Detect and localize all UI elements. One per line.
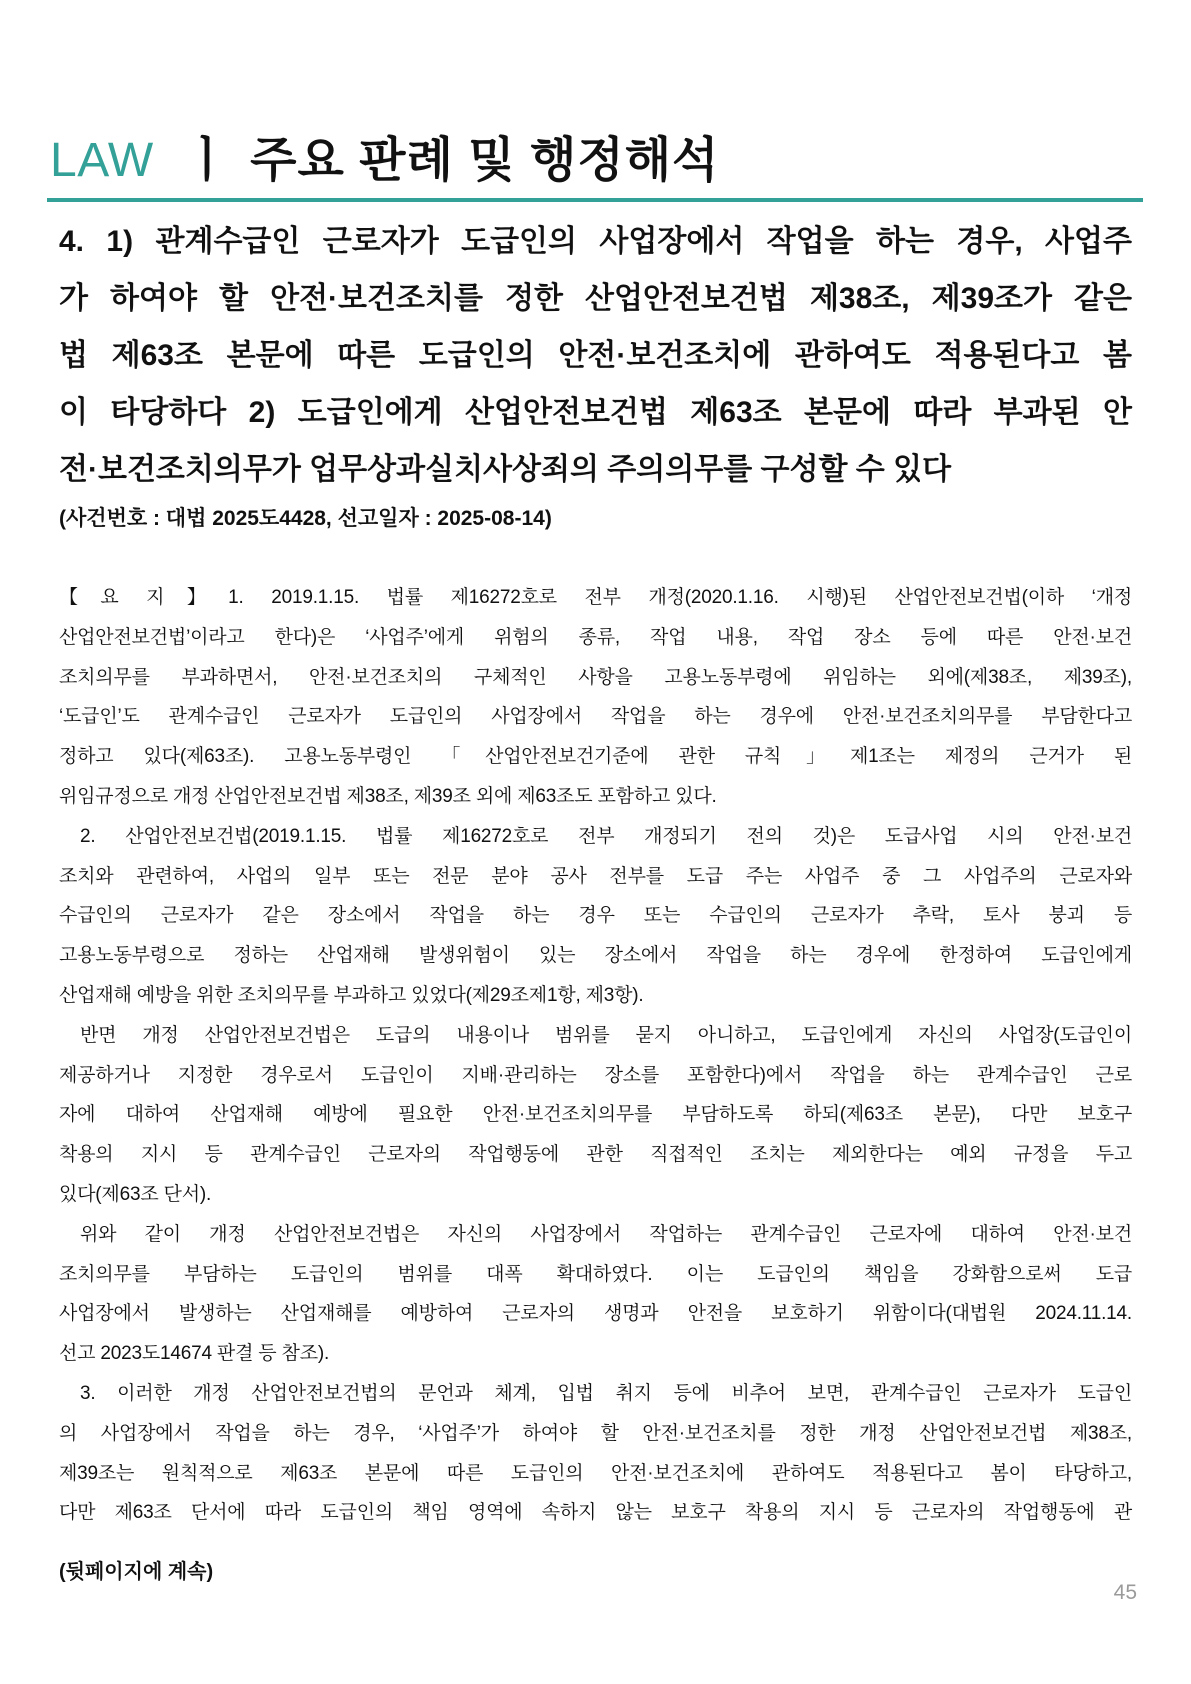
paragraph-line: 위임규정으로 개정 산업안전보건법 제38조, 제39조 외에 제63조도 포함하고 있다. <box>59 785 717 807</box>
paragraph-line: 사업장에서 발생하는 산업재해를 예방하여 근로자의 생명과 안전을 보호하기 위함이다(대법원 2024.11.14. <box>59 1303 1132 1325</box>
paragraph-line: 산업안전보건법’이라고 한다)은 ‘사업주’에게 위험의 종류, 작업 내용, 작업 장소 등에 따른 안전·보건 <box>59 626 1132 648</box>
paragraph-line: 산업재해 예방을 위한 조치의무를 부과하고 있었다(제29조제1항, 제3항). <box>59 984 644 1006</box>
paragraph <box>59 1016 1132 1215</box>
section-label: LAW <box>50 134 154 187</box>
paragraph <box>59 817 1132 1016</box>
paragraph-line: 정하고 있다(제63조). 고용노동부령인 「산업안전보건기준에 관한 규칙」제1조는 제정의 근거가 된 <box>59 746 1132 768</box>
paragraph-line: 선고 2023도14674 판결 등 참조). <box>59 1343 330 1365</box>
paragraph <box>59 578 1132 817</box>
paragraph-line: 2. 산업안전보건법(2019.1.15. 법률 제16272호로 전부 개정되기 전의 것)은 도급사업 시의 안전·보건 <box>80 825 1132 847</box>
header-divider <box>47 198 1143 202</box>
paragraph-line: 조치의무를 부담하는 도급인의 범위를 대폭 확대하였다. 이는 도급인의 책임을 강화함으로써 도급 <box>59 1263 1132 1285</box>
article-title-line: 전·보건조치의무가 업무상과실치사상죄의 주의의무를 구성할 수 있다 <box>59 453 952 486</box>
section-title: 주요 판례 및 행정해석 <box>250 134 720 187</box>
page-number: 45 <box>1113 1581 1137 1604</box>
paragraph-line: 【요 지】1. 2019.1.15. 법률 제16272호로 전부 개정(2020.1.16. 시행)된 산업안전보건법(이하 ‘개정 <box>59 587 1132 608</box>
paragraph-line: 제39조는 원칙적으로 제63조 본문에 따른 도급인의 안전·보건조치에 관하여도 적용된다고 봄이 타당하고, <box>59 1462 1132 1484</box>
paragraph-line: 착용의 지시 등 관계수급인 근로자의 작업행동에 관한 직접적인 조치는 제외한다는 예외 규정을 두고 <box>59 1144 1132 1166</box>
paragraph-line: 다만 제63조 단서에 따라 도급인의 책임 영역에 속하지 않는 보호구 착용의 지시 등 근로자의 작업행동에 관 <box>59 1502 1132 1524</box>
case-info: (사건번호 : 대법 2025도4428, 선고일자 : 2025-08-14) <box>59 507 552 530</box>
paragraph-line: ‘도급인’도 관계수급인 근로자가 도급인의 사업장에서 작업을 하는 경우에 안전·보건조치의무를 부담한다고 <box>59 706 1132 728</box>
paragraph-line: 있다(제63조 단서). <box>59 1183 212 1205</box>
paragraph-line: 고용노동부령으로 정하는 산업재해 발생위험이 있는 장소에서 작업을 하는 경우에 한정하여 도급인에게 <box>59 945 1132 967</box>
paragraph-line: 3. 이러한 개정 산업안전보건법의 문언과 체계, 입법 취지 등에 비추어 보면, 관계수급인 근로자가 도급인 <box>80 1382 1132 1404</box>
paragraph <box>59 1374 1132 1533</box>
body-text <box>59 578 1132 1533</box>
paragraph-line: 조치와 관련하여, 사업의 일부 또는 전문 분야 공사 전부를 도급 주는 사업주 중 그 사업주의 근로자와 <box>59 865 1132 887</box>
article-title-line: 가 하여야 할 안전·보건조치를 정한 산업안전보건법 제38조, 제39조가 같은 <box>59 282 1132 315</box>
paragraph-line: 제공하거나 지정한 경우로서 도급인이 지배·관리하는 장소를 포함한다)에서 작업을 하는 관계수급인 근로 <box>59 1064 1132 1086</box>
article-title-line: 법 제63조 본문에 따른 도급인의 안전·보건조치에 관하여도 적용된다고 봄 <box>59 339 1132 372</box>
paragraph <box>59 1215 1132 1374</box>
article-title-line: 이 타당하다 2) 도급인에게 산업안전보건법 제63조 본문에 따라 부과된 안 <box>59 396 1132 429</box>
article-title-line: 4. 1) 관계수급인 근로자가 도급인의 사업장에서 작업을 하는 경우, 사업주 <box>59 225 1132 258</box>
continued-notice: (뒷페이지에 계속) <box>59 1561 214 1583</box>
paragraph-line: 반면 개정 산업안전보건법은 도급의 내용이나 범위를 묻지 아니하고, 도급인에게 자신의 사업장(도급인이 <box>80 1024 1132 1046</box>
paragraph-line: 조치의무를 부과하면서, 안전·보건조치의 구체적인 사항을 고용노동부령에 위임하는 외에(제38조, 제39조), <box>59 666 1132 688</box>
paragraph-line: 의 사업장에서 작업을 하는 경우, ‘사업주’가 하여야 할 안전·보건조치를 정한 개정 산업안전보건법 제38조, <box>59 1422 1132 1444</box>
article-title <box>59 213 1132 498</box>
section-header <box>50 130 719 192</box>
paragraph-line: 위와 같이 개정 산업안전보건법은 자신의 사업장에서 작업하는 관계수급인 근로자에 대하여 안전·보건 <box>80 1223 1132 1245</box>
paragraph-line: 수급인의 근로자가 같은 장소에서 작업을 하는 경우 또는 수급인의 근로자가 추락, 토사 붕괴 등 <box>59 905 1132 927</box>
header-separator: ㅣ <box>183 134 231 187</box>
paragraph-line: 자에 대하여 산업재해 예방에 필요한 안전·보건조치의무를 부담하도록 하되(제63조 본문), 다만 보호구 <box>59 1104 1132 1126</box>
